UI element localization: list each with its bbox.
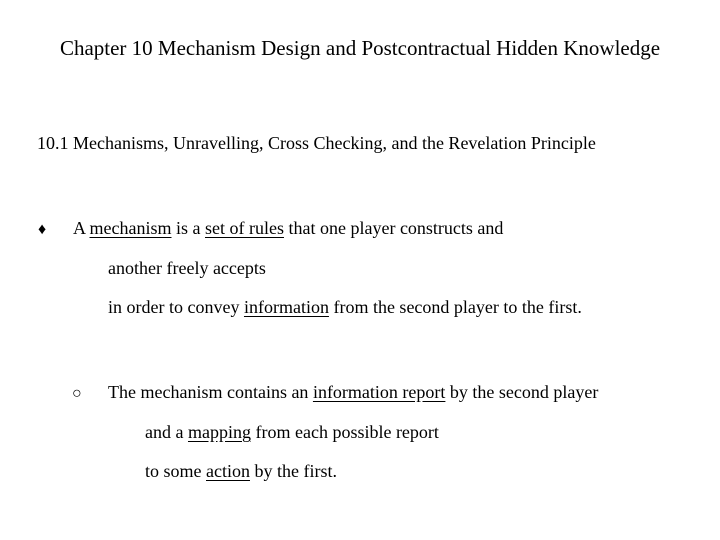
text: in order to convey bbox=[108, 297, 244, 317]
circle-bullet-icon: ○ bbox=[72, 385, 82, 402]
chapter-title: Chapter 10 Mechanism Design and Postcontractual Hidden Knowledge bbox=[59, 36, 661, 60]
bullet1-line2: another freely accepts bbox=[108, 258, 266, 278]
text: A bbox=[73, 218, 90, 238]
text: The mechanism contains an bbox=[108, 382, 313, 402]
text: is a bbox=[171, 218, 205, 238]
text: by the second player bbox=[445, 382, 599, 402]
term-information-report: information report bbox=[312, 382, 446, 402]
bullet2-line3 bbox=[145, 462, 337, 480]
text: from each possible report bbox=[250, 422, 439, 442]
diamond-bullet-icon: ♦ bbox=[38, 221, 47, 238]
section-heading: 10.1 Mechanisms, Unravelling, Cross Checking, and the Revelation Principle bbox=[37, 133, 596, 153]
term-action: action bbox=[206, 461, 250, 481]
text: from the second player to the first. bbox=[328, 297, 582, 317]
text: to some bbox=[145, 461, 206, 481]
term-mechanism: mechanism bbox=[89, 218, 172, 238]
bullet2-line1 bbox=[108, 383, 598, 401]
bullet1-line1 bbox=[73, 219, 503, 237]
term-mapping: mapping bbox=[187, 422, 251, 442]
term-set-of-rules: set of rules bbox=[205, 218, 284, 238]
text: that one player constructs and bbox=[283, 218, 504, 238]
bullet1-line3 bbox=[108, 298, 582, 316]
text: and a bbox=[145, 422, 188, 442]
bullet2-line2 bbox=[145, 423, 439, 441]
term-information: information bbox=[243, 297, 329, 317]
text: by the first. bbox=[249, 461, 337, 481]
